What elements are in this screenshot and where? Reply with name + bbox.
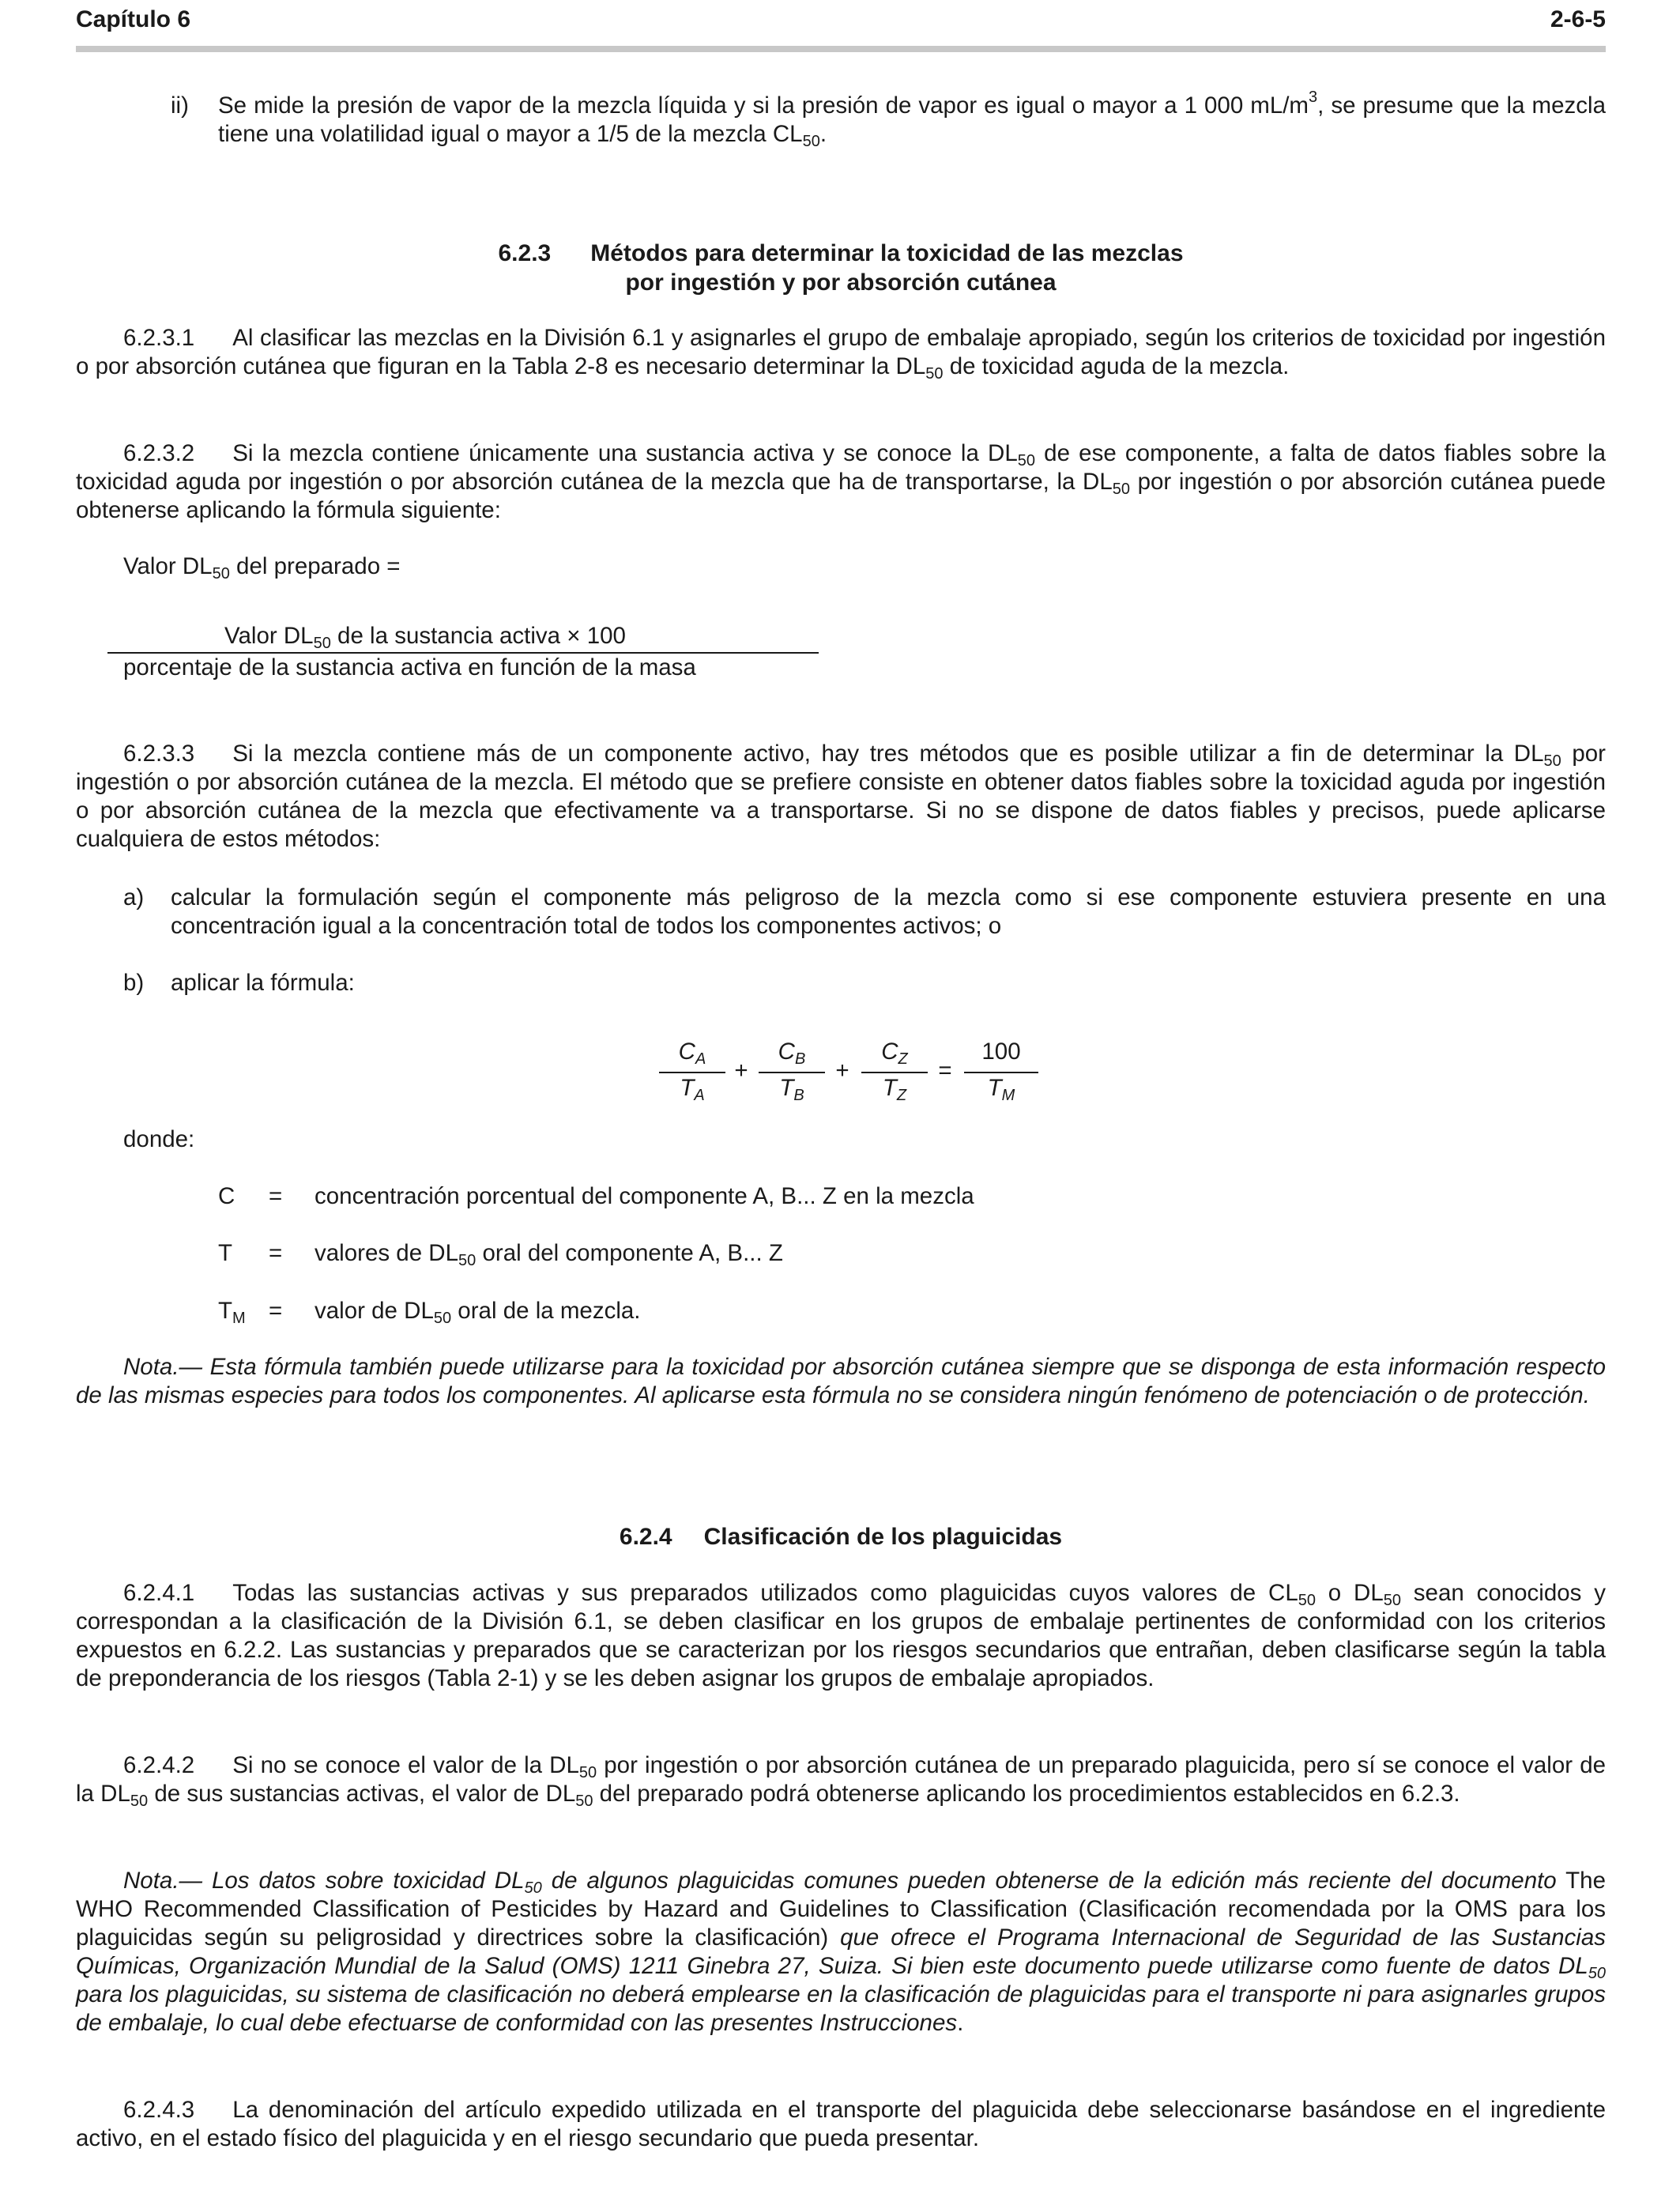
numerator-ca: $C_A$ xyxy=(678,1039,706,1068)
plus-sign-1: + xyxy=(734,1057,748,1084)
paragraph-number: 6.2.4.1 xyxy=(123,1580,195,1606)
section-number: 6.2.3 xyxy=(498,240,552,266)
item-ii-label: ii) xyxy=(171,92,189,119)
formula-denominator: porcentaje de la sustancia activa en función de la masa xyxy=(123,654,696,680)
denominator-tb: $T_B$ xyxy=(779,1075,804,1104)
definition-symbol: T xyxy=(218,1240,233,1266)
denominator-tm: $T_M$ xyxy=(987,1075,1015,1104)
paragraph-6-2-4-3: 6.2.4.3 La denominación del artículo expedido utilizada en el transporte del plaguicida debe seleccionarse basándose en el ingrediente activo, en el estado físico del plaguicida y en el riesgo secundario que pueda presentar. xyxy=(76,2097,1606,2151)
item-b xyxy=(76,969,1606,997)
plus-sign-2: + xyxy=(835,1057,849,1084)
numerator-cb: $C_B$ xyxy=(778,1039,806,1068)
section-number: 6.2.4 xyxy=(619,1524,672,1550)
definition-text: valores de $DL_{50}$ oral del componente A, B... Z xyxy=(315,1240,783,1269)
fraction-bar-z xyxy=(861,1072,928,1073)
fraction-bar-b xyxy=(759,1072,825,1073)
paragraph-number: 6.2.3.2 xyxy=(123,440,195,466)
section-heading-6-2-3 xyxy=(76,239,1606,297)
item-ii xyxy=(76,89,1606,150)
numerator-cz: $C_Z$ xyxy=(881,1039,908,1068)
definition-symbol: $T_M$ xyxy=(218,1298,246,1327)
denominator-ta: $T_A$ xyxy=(680,1075,705,1104)
definition-equals: = xyxy=(269,1183,283,1209)
section-title-line-1: Métodos para determinar la toxicidad de las mezclas xyxy=(590,240,1184,266)
note-2: Nota.— Los datos sobre toxicidad $DL_{50}$ de algunos plaguicidas comunes pueden obtenerse de la edición más reciente del documento The WHO Recommended Classification of Pesticides by Hazard and Guidelines to Classification (Clasificación recomendada por la OMS para los plaguicidas según su peligrosidad y directrices sobre la clasificación) que ofrece el Programa Internacional de Seguridad de las Sustancias Químicas, Organización Mundial de la Salud (OMS) 1211 Ginebra 27, Suiza. Si bien este documento puede utilizarse como fuente de datos $DL_{50}$ para los plaguicidas, su sistema de clasificación no deberá emplearse en la clasificación de plaguicidas para el transporte ni para asignarles grupos de embalaje, lo cual debe efectuarse de conformidad con las presentes Instrucciones. xyxy=(76,1868,1606,2036)
header-rule xyxy=(76,46,1606,52)
paragraph-6-2-3-2: 6.2.3.2 Si la mezcla contiene únicamente una sustancia activa y se conoce la $DL_{50}$ de ese componente, a falta de datos fiables sobre la toxicidad aguda por ingestión o por absorción cutánea de la mezcla que ha de transportarse, la $DL_{50}$ por ingestión o por absorción cutánea puede obtenerse aplicando la fórmula siguiente: xyxy=(76,440,1606,523)
item-b-text: aplicar la fórmula: xyxy=(171,970,355,996)
definition-equals: = xyxy=(269,1240,283,1266)
page-header xyxy=(76,6,1606,38)
note-lead: Nota.— xyxy=(123,1354,203,1380)
denominator-tz: $T_Z$ xyxy=(882,1075,907,1104)
donde-label: donde: xyxy=(123,1126,195,1152)
page-number: 2-6-5 xyxy=(1550,6,1606,32)
definition-text: concentración porcentual del componente A, B... Z en la mezcla xyxy=(315,1183,974,1209)
fraction-bar xyxy=(107,652,819,654)
formula-lhs: Valor $DL_{50}$ del preparado = xyxy=(123,553,401,582)
item-a-text: calcular la formulación según el componente más peligroso de la mezcla como si ese componente estuviera presente en una concentración igual a la concentración total de todos los componentes activos; o xyxy=(171,884,1606,939)
item-ii-text: Se mide la presión de vapor de la mezcla líquida y si la presión de vapor es igual o mayor a 1 000 $mL/m^3$, se presume que la mezcla tiene una volatilidad igual o mayor a 1/5 de la mezcla $CL_{50}$. xyxy=(218,89,1606,150)
note-lead: Nota.— xyxy=(123,1868,203,1894)
fraction-bar-m xyxy=(964,1072,1038,1073)
note-1: Nota.— Esta fórmula también puede utilizarse para la toxicidad por absorción cutánea siempre que se disponga de esta información respecto de las mismas especies para todos los componentes. Al aplicarse esta fórmula no se considera ningún fenómeno de potenciación o de protección. xyxy=(76,1354,1606,1408)
item-a-label: a) xyxy=(123,884,145,910)
paragraph-number: 6.2.3.1 xyxy=(123,325,195,351)
paragraph-6-2-4-1: 6.2.4.1 Todas las sustancias activas y sus preparados utilizados como plaguicidas cuyos valores de $CL_{50}$ o $DL_{50}$ sean conocidos y correspondan a la clasificación de la División 6.1, se deben clasificar en los grupos de embalaje pertinentes de conformidad con los criterios expuestos en 6.2.2. Las sustancias y preparados que se caracterizan por los riesgos secundarios que entrañan, deben clasificarse según la tabla de preponderancia de los riesgos (Tabla 2-1) y se les deben asignar los grupos de embalaje apropiados. xyxy=(76,1580,1606,1691)
paragraph-6-2-3-1: 6.2.3.1 Al clasificar las mezclas en la División 6.1 y asignarles el grupo de embalaje apropiado, según los criterios de toxicidad por ingestión o por absorción cutánea que figuran en la Tabla 2-8 es necesario determinar la $DL_{50}$ de toxicidad aguda de la mezcla. xyxy=(76,325,1606,383)
paragraph-6-2-4-2: 6.2.4.2 Si no se conoce el valor de la $DL_{50}$ por ingestión o por absorción cutánea de un preparado plaguicida, pero sí se conoce el valor de la $DL_{50}$ de sus sustancias activas, el valor de $DL_{50}$ del preparado podrá obtenerse aplicando los procedimientos establecidos en 6.2.3. xyxy=(76,1752,1607,1810)
chapter-title: Capítulo 6 xyxy=(76,6,191,32)
equals-sign: = xyxy=(938,1057,952,1084)
section-title-line-2: por ingestión y por absorción cutánea xyxy=(625,270,1057,296)
paragraph-number: 6.2.4.2 xyxy=(123,1752,195,1778)
paragraph-6-2-3-3: 6.2.3.3 Si la mezcla contiene más de un componente activo, hay tres métodos que es posible utilizar a fin de determinar la $DL_{50}$ por ingestión o por absorción cutánea de la mezcla. El método que se prefiere consiste en obtener datos fiables sobre la toxicidad aguda por ingestión o por absorción cutánea de la mezcla que efectivamente va a transportarse. Si no se dispone de datos fiables y precisos, puede aplicarse cualquiera de estos métodos: xyxy=(76,741,1606,852)
numerator-100: 100 xyxy=(981,1039,1021,1065)
paragraph-number: 6.2.4.3 xyxy=(123,2097,195,2123)
paragraph-number: 6.2.3.3 xyxy=(123,741,195,767)
section-heading-6-2-4 xyxy=(76,1522,1606,1551)
formula-numerator: Valor $DL_{50}$ de la sustancia activa × 100 xyxy=(224,623,626,652)
section-title: Clasificación de los plaguicidas xyxy=(703,1524,1063,1550)
definition-symbol: C xyxy=(218,1183,235,1209)
item-a xyxy=(76,884,1606,941)
definition-equals: = xyxy=(269,1298,283,1324)
definition-text: valor de $DL_{50}$ oral de la mezcla. xyxy=(315,1298,641,1327)
item-b-label: b) xyxy=(123,970,145,996)
fraction-bar-a xyxy=(659,1072,725,1073)
